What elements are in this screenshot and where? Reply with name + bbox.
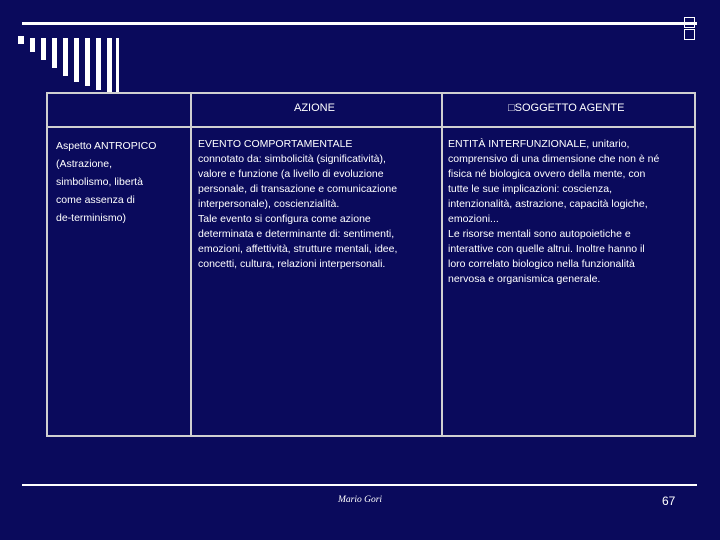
header-azione: AZIONE xyxy=(294,102,335,114)
left-vertical-bar xyxy=(22,22,25,25)
cell-azione: EVENTO COMPORTAMENTALE connotato da: simbolicità (significatività), valore e funzione (a livello di evoluzione personale, di transazione e comunicazione interpersonale), coscienzialità. Tale evento si configura come azione determinata e determinante di: sentimenti, emozioni, affettività, strutture mentali, idee, concetti, cultura, relazioni interpersonali. xyxy=(198,138,398,270)
footer-author: Mario Gori xyxy=(338,495,383,505)
column-divider xyxy=(441,94,443,435)
column-divider xyxy=(190,94,192,435)
decor-square xyxy=(684,17,695,28)
header-soggetto-agente: □SOGGETTO AGENTE xyxy=(508,102,625,114)
content-table xyxy=(46,92,696,437)
page-number: 67 xyxy=(662,494,676,508)
decor-square xyxy=(684,29,695,40)
top-horizontal-bar xyxy=(22,22,697,25)
cell-aspetto-antropico: Aspetto ANTROPICO (Astrazione, simbolismo, libertà come assenza di de-terminismo) xyxy=(56,140,157,224)
header-divider xyxy=(48,126,694,128)
cell-soggetto-agente: ENTITÀ INTERFUNZIONALE, unitario, comprensivo di una dimensione che non è né fisica né biologica ovvero della mente, con tutte le sue implicazioni: coscienza, intenzionalità, astrazione, capacità logiche, emozioni... Le risorse mentali sono autopoietiche e interattive con quelle altrui. Inoltre hanno il loro correlato biologico nella funzionalità nervosa e organismica generale. xyxy=(448,138,660,285)
footer-divider xyxy=(22,484,697,486)
